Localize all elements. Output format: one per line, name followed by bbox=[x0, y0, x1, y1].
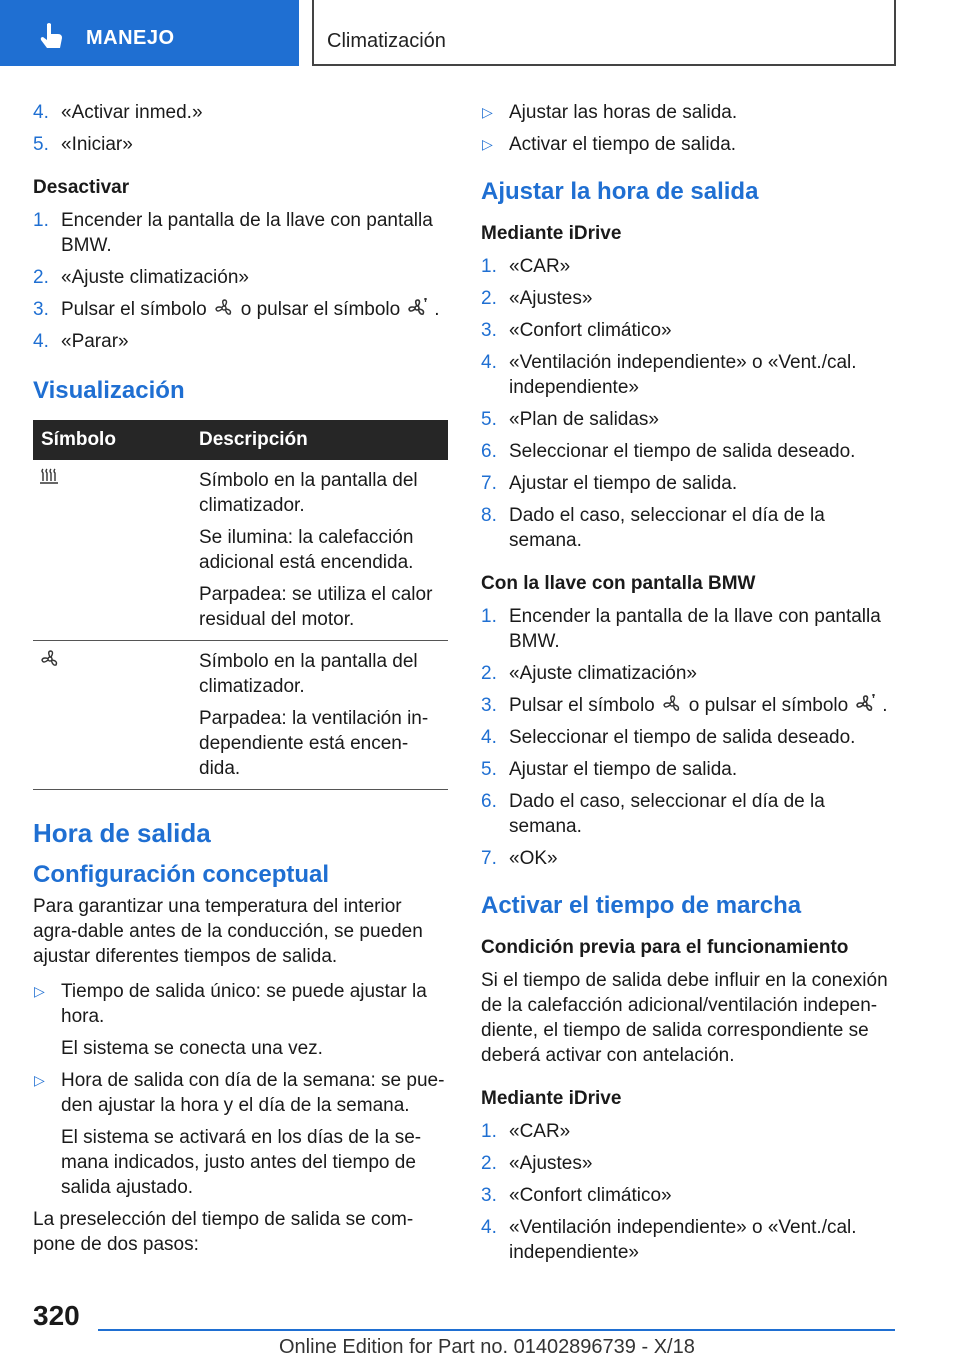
list-item: 3. Pulsar el símbolo o pulsar el símbolo . bbox=[33, 299, 440, 320]
subsection-label: Con la llave con pantalla BMW bbox=[481, 573, 756, 594]
bullet-item: ▷ Ajustar las horas de salida. bbox=[482, 102, 738, 123]
column-header: Descripción bbox=[199, 420, 448, 460]
symbol-cell bbox=[33, 641, 199, 790]
list-item: 5. Ajustar el tiempo de salida. bbox=[481, 759, 738, 780]
list-item: 5. «Iniciar» bbox=[33, 134, 133, 155]
section-heading: Ajustar la hora de salida bbox=[481, 178, 759, 205]
pointing-hand-icon bbox=[38, 22, 64, 50]
bullet-marker: ▷ bbox=[482, 136, 493, 152]
list-item: 2. «Ajuste climatización» bbox=[481, 663, 697, 684]
paragraph: Para garantizar una temperatura del interior agra-dable antes de la conducción, se pueden ajustar diferentes tiempos de salida. bbox=[33, 896, 423, 967]
fan-active-icon bbox=[854, 694, 876, 714]
page-number: 320 bbox=[33, 1300, 80, 1331]
subsection-label: Condición previa para el funcionamiento bbox=[481, 937, 849, 958]
subsection-label: Mediante iDrive bbox=[481, 223, 622, 244]
list-item: 2. «Ajuste climatización» bbox=[33, 267, 249, 288]
list-item: 6. Seleccionar el tiempo de salida deseado. bbox=[481, 441, 856, 462]
subsection-label: Mediante iDrive bbox=[481, 1088, 622, 1109]
bullet-item: ▷ Activar el tiempo de salida. bbox=[482, 134, 737, 155]
table-header-row bbox=[33, 420, 448, 460]
symbol-cell bbox=[33, 460, 199, 641]
fan-icon bbox=[661, 694, 683, 714]
heater-icon bbox=[39, 468, 59, 486]
section-heading: Visualización bbox=[33, 377, 185, 404]
list-item: 7. Ajustar el tiempo de salida. bbox=[481, 473, 738, 494]
list-item: 8. Dado el caso, seleccionar el día de la semana. bbox=[481, 505, 825, 551]
list-item: 4. «Parar» bbox=[33, 331, 129, 352]
subsection-heading: Configuración conceptual bbox=[33, 861, 330, 888]
paragraph: Si el tiempo de salida debe influir en la conexión de la calefacción adicional/ventilación indepen-diente, el tiempo de salida correspondiente se deberá activar con antelación. bbox=[481, 970, 888, 1066]
left-column bbox=[33, 100, 448, 1263]
list-item: 1. «CAR» bbox=[481, 1121, 571, 1142]
bullet-marker: ▷ bbox=[34, 983, 45, 999]
list-item: 4. Seleccionar el tiempo de salida deseado. bbox=[481, 727, 856, 748]
list-item: 1. «CAR» bbox=[481, 256, 571, 277]
list-item: 4. «Ventilación independiente» o «Vent./cal. independiente» bbox=[481, 1217, 857, 1263]
description-cell: Símbolo en la pantalla del climatizador. Parpadea: la ventilación in-dependiente está encen-dida. bbox=[199, 641, 448, 790]
column-header: Símbolo bbox=[33, 420, 199, 460]
fan-icon bbox=[39, 649, 61, 669]
paragraph: La preselección del tiempo de salida se com-pone de dos pasos: bbox=[33, 1209, 414, 1255]
list-item: 6. Dado el caso, seleccionar el día de la semana. bbox=[481, 791, 825, 837]
list-item: 3. «Confort climático» bbox=[481, 320, 672, 341]
bullet-item: ▷ Tiempo de salida único: se puede ajustar la hora. El sistema se conecta una vez. bbox=[34, 981, 427, 1059]
bullet-marker: ▷ bbox=[482, 104, 493, 120]
bullet-item: ▷ Hora de salida con día de la semana: se pue-den ajustar la hora y el día de la semana. El sistema se activará en los días de la se-mana indicados, justo antes del tiempo de salida ajustado. bbox=[34, 1070, 445, 1198]
section-heading: Activar el tiempo de marcha bbox=[481, 892, 802, 919]
list-item: 7. «OK» bbox=[481, 848, 558, 869]
fan-active-icon bbox=[406, 298, 428, 318]
bullet-marker: ▷ bbox=[34, 1072, 45, 1088]
chapter-title: Climatización bbox=[327, 30, 446, 52]
list-item: 3. Pulsar el símbolo o pulsar el símbolo . bbox=[481, 695, 888, 716]
table-row bbox=[33, 460, 448, 641]
footer-divider bbox=[98, 1329, 895, 1331]
symbol-table bbox=[33, 420, 448, 790]
section-tab bbox=[0, 0, 299, 66]
edition-note: Online Edition for Part no. 01402896739 - X/18 bbox=[279, 1336, 695, 1358]
chapter-header bbox=[312, 0, 896, 66]
list-item: 2. «Ajustes» bbox=[481, 288, 593, 309]
list-item: 4. «Ventilación independiente» o «Vent./cal. independiente» bbox=[481, 352, 857, 398]
description-cell: Símbolo en la pantalla del climatizador. Se ilumina: la calefacción adicional está encendida. Parpadea: se utiliza el calor residual del motor. bbox=[199, 460, 448, 641]
right-column bbox=[481, 100, 896, 1272]
list-item: 3. «Confort climático» bbox=[481, 1185, 672, 1206]
desactivar-label: Desactivar bbox=[33, 177, 130, 198]
list-item: 2. «Ajustes» bbox=[481, 1153, 593, 1174]
list-item: 5. «Plan de salidas» bbox=[481, 409, 659, 430]
list-item: 4. «Activar inmed.» bbox=[33, 102, 203, 123]
fan-icon bbox=[213, 298, 235, 318]
table-row bbox=[33, 641, 448, 790]
section-heading: Hora de salida bbox=[33, 818, 211, 848]
list-item: 1. Encender la pantalla de la llave con pantalla BMW. bbox=[33, 210, 433, 256]
section-label: MANEJO bbox=[86, 27, 175, 49]
list-item: 1. Encender la pantalla de la llave con pantalla BMW. bbox=[481, 606, 881, 652]
